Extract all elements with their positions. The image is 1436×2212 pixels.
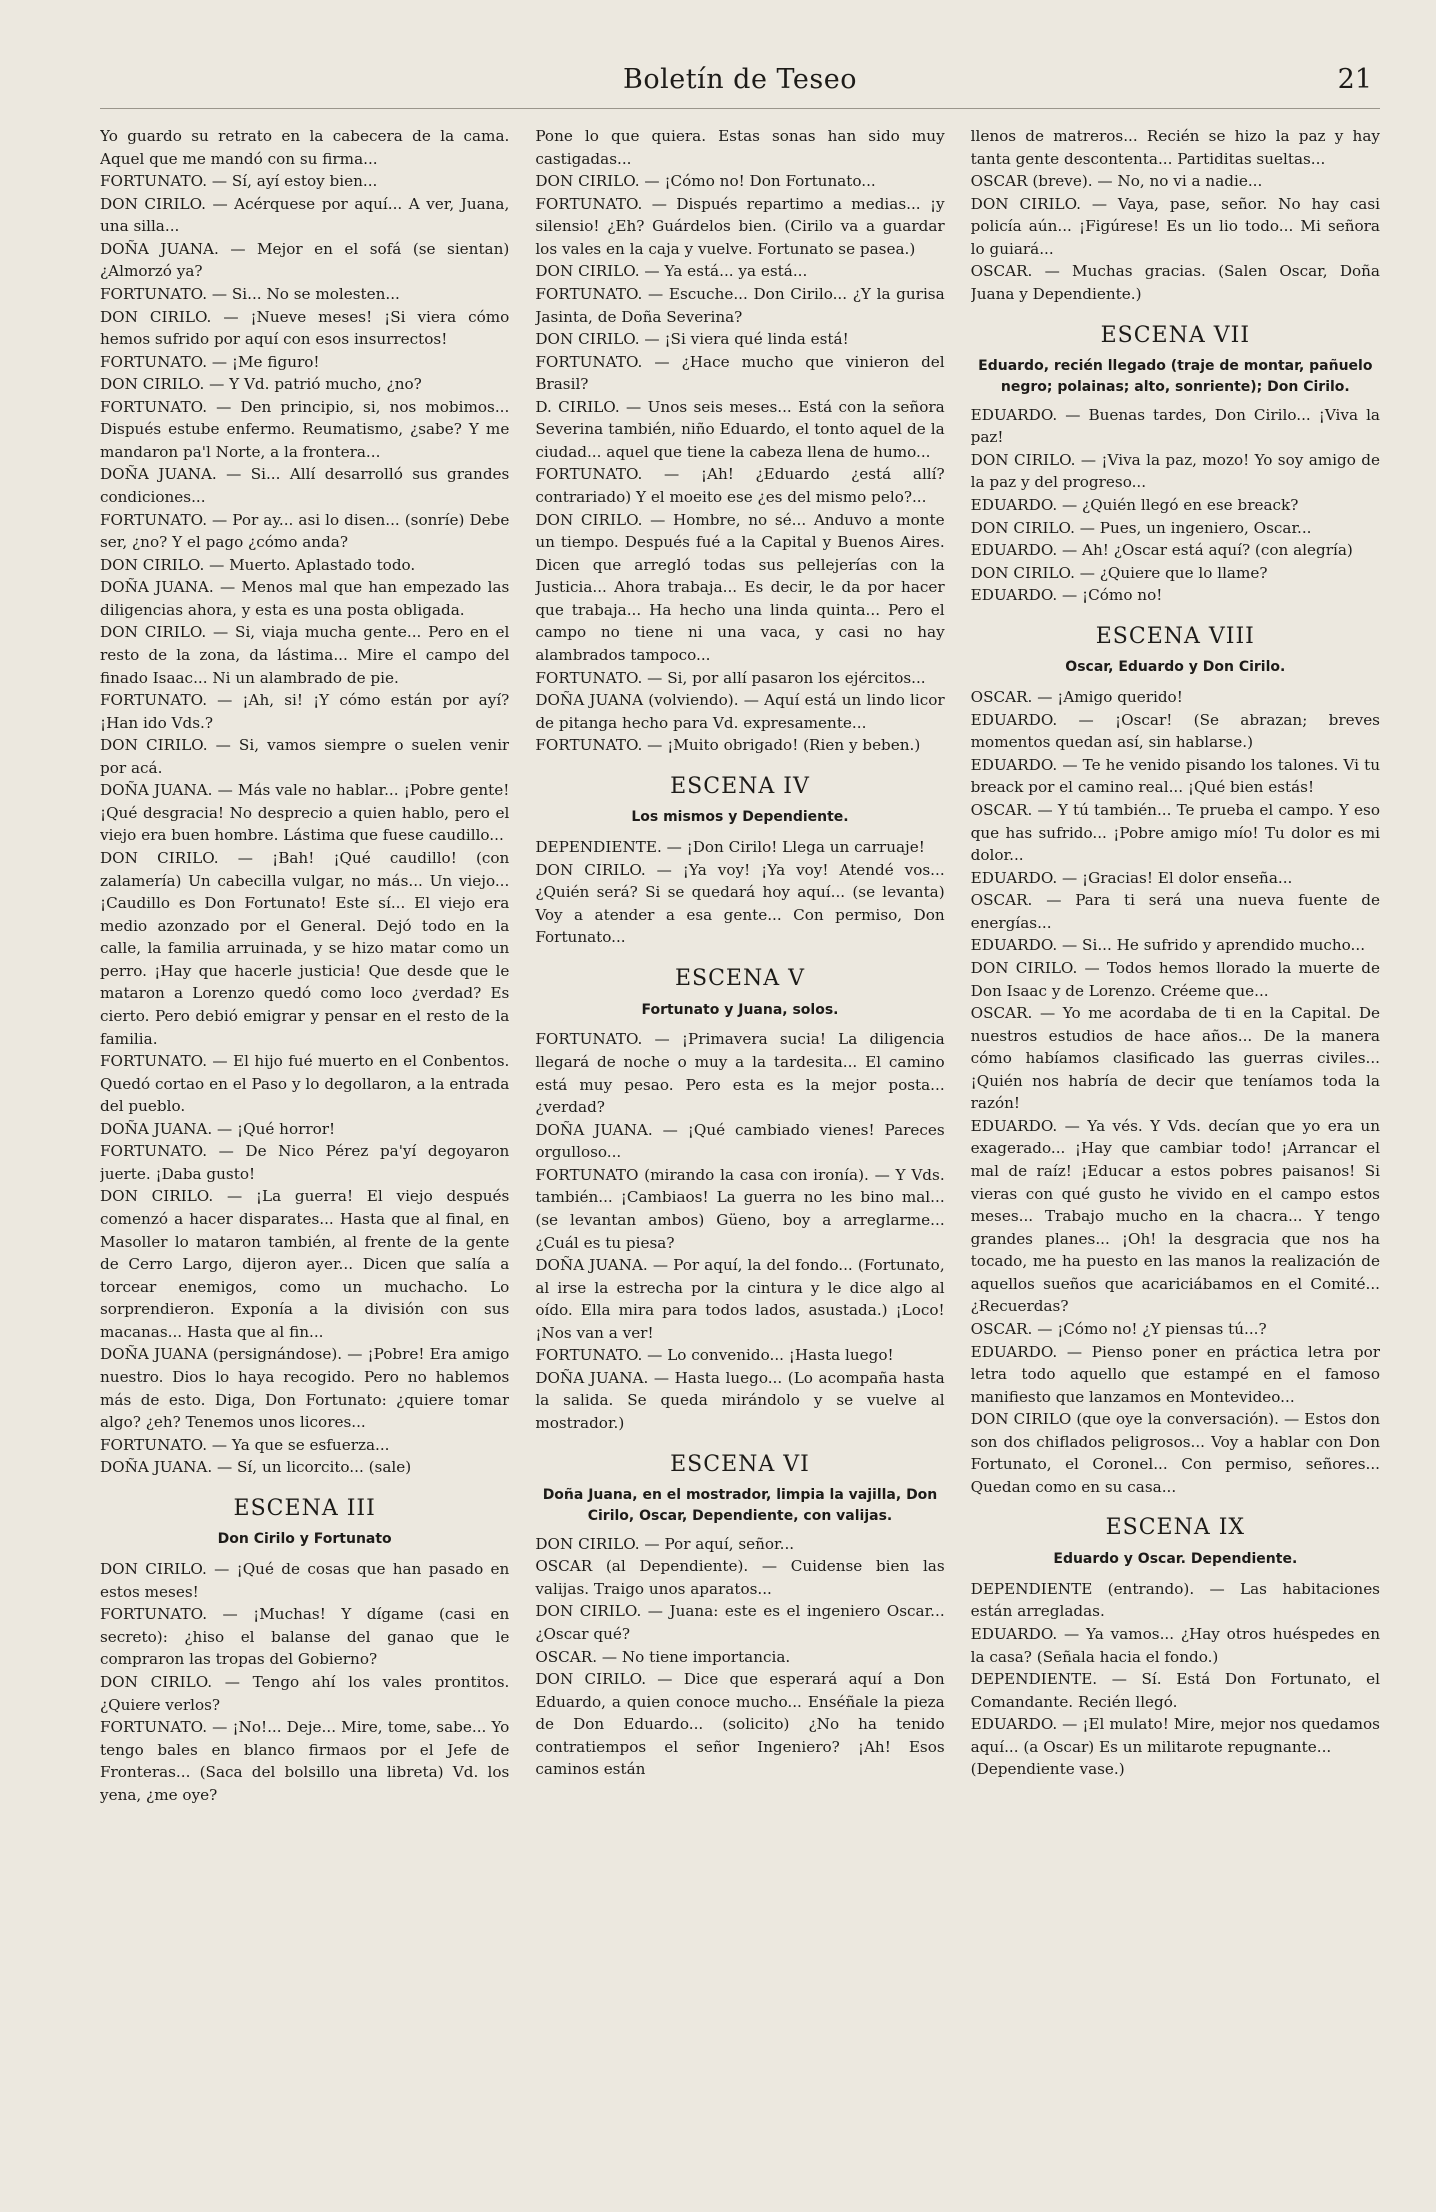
dialogue-paragraph: FORTUNATO. — Si, por allí pasaron los ejércitos... [535,668,926,687]
dialogue-paragraph: FORTUNATO. — Sí, ayí estoy bien... [100,172,378,191]
dialogue-paragraph: DON CIRILO. — Si, viaja mucha gente... Pero en el resto de la zona, da lástima... Mire el campo del finado Isaac... Ni un alambrado de pie. [100,623,510,687]
dialogue-paragraph: EDUARDO. — ¿Quién llegó en ese breack? [970,495,1299,514]
dialogue-paragraph: FORTUNATO. — ¡No!... Deje... Mire, tome, sabe... Yo tengo bales en blanco firmaos por el Jefe de Fronteras... (Saca del bolsillo una libreta) Vd. los yena, ¿me oye? [100,1718,510,1804]
dialogue-paragraph: EDUARDO. — ¡El mulato! Mire, mejor nos quedamos aquí... (a Oscar) Es un militarote repugnante... [970,1715,1380,1756]
dialogue-paragraph: DON CIRILO. — Acérquese por aquí... A ver, Juana, una silla... [100,194,510,236]
dialogue-paragraph: OSCAR. — Muchas gracias. (Salen Oscar, Doña Juana y Dependiente.) [970,262,1380,303]
dialogue-paragraph: DON CIRILO. — Si, vamos siempre o suelen venir por acá. [100,736,510,777]
scene-heading-9: ESCENA IX [1105,1515,1246,1541]
page-header [100,60,1380,109]
dialogue-paragraph: EDUARDO. — Te he venido pisando los talones. Vi tu breack por el camino real... ¡Qué bien estás! [970,755,1380,797]
scene-heading-6: ESCENA VI [670,1451,810,1477]
dialogue-paragraph: (Dependiente vase.) [970,1760,1125,1779]
dialogue-paragraph: FORTUNATO. — Lo convenido... ¡Hasta luego! [535,1346,894,1365]
scene-cast-4: Los mismos y Dependiente. [631,809,849,826]
dialogue-paragraph: D. CIRILO. — Unos seis meses... Está con la señora Severina también, niño Eduardo, el tonto aquel de la ciudad... aquel que tiene la cabeza llena de humo... [535,397,945,461]
col2-block-d [535,1533,944,1781]
dialogue-paragraph: DOÑA JUANA. — ¡Qué horror! [100,1119,336,1138]
dialogue-paragraph: DOÑA JUANA. — Menos mal que han empezado las diligencias ahora, y esta es una posta obligada. [100,578,510,619]
page-number: 21 [1337,64,1372,95]
scene-cast-9: Eduardo y Oscar. Dependiente. [1053,1551,1298,1568]
scene-heading-3: ESCENA III [233,1495,376,1521]
dialogue-paragraph: EDUARDO. — Si... He sufrido y aprendido mucho... [970,936,1366,955]
dialogue-paragraph: DON CIRILO. — ¡Cómo no! Don Fortunato... [535,172,876,191]
text-columns [100,125,1380,2185]
dialogue-paragraph: DEPENDIENTE (entrando). — Las habitaciones están arregladas. [970,1579,1380,1621]
dialogue-paragraph: FORTUNATO. — ¡Primavera sucia! La diligencia llegará de noche o muy a la tardesita... El camino está muy pesao. Pero esta es la mejor posta... ¿verdad? [535,1030,945,1117]
dialogue-paragraph: DOÑA JUANA (persignándose). — ¡Pobre! Era amigo nuestro. Dios lo haya recogido. Pero no hablemos más de esto. Diga, Don Fortunato: ¿quiere tomar algo? ¿eh? Tenemos unos licores... [100,1345,510,1432]
dialogue-paragraph: DON CIRILO. — ¿Quiere que lo llame? [970,563,1268,582]
dialogue-paragraph: FORTUNATO. — ¡Me figuro! [100,352,320,371]
dialogue-paragraph: EDUARDO. — Buenas tardes, Don Cirilo... ¡Viva la paz! [970,405,1380,447]
col1-block-a [100,125,509,1479]
dialogue-paragraph: FORTUNATO. — Ya que se esfuerza... [100,1435,390,1454]
dialogue-paragraph: OSCAR (breve). — No, no vi a nadie... [970,172,1263,191]
dialogue-paragraph: FORTUNATO. — Escuche... Don Cirilo... ¿Y la gurisa Jasinta, de Doña Severina? [535,284,945,326]
dialogue-paragraph: EDUARDO. — ¡Cómo no! [970,586,1163,605]
dialogue-paragraph: FORTUNATO. — ¿Hace mucho que vinieron del Brasil? [535,352,945,394]
dialogue-paragraph: DON CIRILO. — ¡Si viera qué linda está! [535,330,849,349]
dialogue-paragraph: FORTUNATO. — El hijo fué muerto en el Conbentos. Quedó cortao en el Paso y lo degollaron, a la entrada del pueblo. [100,1052,510,1116]
dialogue-paragraph: FORTUNATO. — ¡Ah, si! ¡Y cómo están por ayí? ¡Han ido Vds.? [100,691,510,732]
dialogue-paragraph: OSCAR (al Dependiente). — Cuidense bien las valijas. Traigo unos aparatos... [535,1557,945,1598]
dialogue-paragraph: DON CIRILO. — ¡La guerra! El viejo después comenzó a hacer disparates... Hasta que al final, en Masoller lo mataron también, al frente de la gente de Cerro Largo, dijeron ayer... Dicen que salía a torcear enemigos, como un muchacho. Lo sorprendieron. Exponía a la división con sus macanas... Hasta que al fin... [100,1187,510,1341]
dialogue-paragraph: OSCAR. — ¡Cómo no! ¿Y piensas tú...? [970,1319,1267,1338]
scene-heading-5: ESCENA V [674,966,806,991]
dialogue-paragraph: DON CIRILO (que oye la conversación). — Estos don son dos chiflados peligrosos... Voy a hablar con Don Fortunato, el Coronel... Con permiso, señores... Quedan como en su casa... [970,1410,1380,1496]
column-3 [971,125,1380,2185]
col2-block-a [535,125,944,757]
col3-block-d [971,1578,1380,1781]
dialogue-paragraph: FORTUNATO. — ¡Muito obrigado! (Rien y beben.) [535,736,921,755]
col1-block-b [100,1558,509,1806]
dialogue-paragraph: DON CIRILO. — ¡Bah! ¡Qué caudillo! (con zalamería) Un cabecilla vulgar, no más... Un viejo... ¡Caudillo es Don Fortunato! Este sí... El viejo era medio azonzado por el General. Dejó todo en la calle, la familia arruinada, y se hizo matar como un perro. ¡Hay que hacerle justicia! Que desde que le mataron a Lorenzo quedó como loco ¿verdad? Es cierto. Pero debió emigrar y pensar en el resto de la familia. [100,849,510,1048]
dialogue-paragraph: FORTUNATO. — Den principio, si, nos mobimos... Dispués estube enfermo. Reumatismo, ¿sabe? Y me mandaron pa'l Norte, a la frontera... [100,397,510,461]
dialogue-paragraph: llenos de matreros... Recién se hizo la paz y hay tanta gente descontenta... Partiditas sueltas... [970,127,1380,168]
dialogue-paragraph: EDUARDO. — ¡Gracias! El dolor enseña... [970,868,1293,887]
dialogue-paragraph: EDUARDO. — Ya vés. Y Vds. decían que yo era un exagerado... ¡Hay que cambiar todo! ¡Arrancar el mal de raíz! ¡Educar a estos pobres paisanos! Si vieras con qué gusto he vivido en el campo estos meses... Trabajo mucho en la chacra... Y tengo grandes planes... ¡Oh! la desgracia que nos ha tocado, me ha puesto en las manos la realización de aquellos sueños que acariciábamos en el Comité... ¿Recuerdas? [970,1116,1380,1316]
dialogue-paragraph: DON CIRILO. — ¡Viva la paz, mozo! Yo soy amigo de la paz y del progreso... [970,450,1380,492]
dialogue-paragraph: DON CIRILO. — Dice que esperará aquí a Don Eduardo, a quien conoce mucho... Enséñale la pieza de Don Eduardo... (solicito) ¿No ha tenido contratiempos el señor Ingeniero? ¡Ah! Esos caminos están [535,1670,945,1779]
dialogue-paragraph: DOÑA JUANA. — Hasta luego... (Lo acompaña hasta la salida. Se queda mirándolo y se vuelve al mostrador.) [535,1368,945,1432]
dialogue-paragraph: DON CIRILO. — Juana: este es el ingeniero Oscar... ¿Oscar qué? [535,1602,945,1644]
col2-block-c [535,1028,944,1434]
col3-block-a [971,125,1380,306]
dialogue-paragraph: DOÑA JUANA. — Por aquí, la del fondo... (Fortunato, al irse la estrecha por la cintura y le dice algo al oído. Ella mira para todos lados, asustada.) ¡Loco! ¡Nos van a ver! [535,1256,945,1342]
col3-block-b [971,404,1380,607]
dialogue-paragraph: FORTUNATO. — ¡Ah! ¿Eduardo ¿está allí? contrariado) Y el moeito ese ¿es del mismo pelo?... [535,465,945,506]
dialogue-paragraph: DON CIRILO. — Tengo ahí los vales prontitos. ¿Quiere verlos? [100,1673,510,1714]
dialogue-paragraph: DON CIRILO. — Y Vd. patrió mucho, ¿no? [100,375,422,394]
dialogue-paragraph: EDUARDO. — Ah! ¿Oscar está aquí? (con alegría) [970,541,1353,560]
dialogue-paragraph: DON CIRILO. — ¡Ya voy! ¡Ya voy! Atendé vos... ¿Quién será? Si se quedará hoy aquí... (se levanta) Voy a atender a esa gente... Con permiso, Don Fortunato... [535,860,945,947]
dialogue-paragraph: DON CIRILO. — Ya está... ya está... [535,262,808,281]
dialogue-paragraph: OSCAR. — No tiene importancia. [535,1647,791,1666]
dialogue-paragraph: DEPENDIENTE. — ¡Don Cirilo! Llega un carruaje! [535,838,925,857]
dialogue-paragraph: DEPENDIENTE. — Sí. Está Don Fortunato, el Comandante. Recién llegó. [970,1670,1380,1711]
journal-title: Boletín de Teseo [623,64,857,95]
dialogue-paragraph: DOÑA JUANA. — Sí, un licorcito... (sale) [100,1458,412,1477]
dialogue-paragraph: DON CIRILO. — Muerto. Aplastado todo. [100,555,416,574]
scene-cast-8: Oscar, Eduardo y Don Cirilo. [1065,659,1286,676]
dialogue-paragraph: DON CIRILO. — Pues, un ingeniero, Oscar... [970,518,1312,537]
dialogue-paragraph: FORTUNATO. — Dispués repartimo a medias... ¡y silensio! ¿Eh? Guárdelos bien. (Cirilo va a guardar los vales en la caja y vuelve. Fortunato se pasea.) [535,194,945,258]
scene-heading-7: ESCENA VII [1100,322,1251,348]
scene-heading-4: ESCENA IV [670,773,810,799]
column-1 [100,125,509,2185]
dialogue-paragraph: FORTUNATO. — Si... No se molesten... [100,284,400,303]
dialogue-paragraph: FORTUNATO (mirando la casa con ironía). — Y Vds. también... ¡Cambiaos! La guerra no les bino mal... (se levantan ambos) Güeno, boy a arreglarme... ¿Cuál es tu piesa? [535,1165,945,1252]
dialogue-paragraph: FORTUNATO. — ¡Muchas! Y dígame (casi en secreto): ¿hiso el balanse del ganao que le compraron las tropas del Gobierno? [100,1605,510,1669]
dialogue-paragraph: DON CIRILO. — Por aquí, señor... [535,1534,795,1553]
dialogue-paragraph: DON CIRILO. — Todos hemos llorado la muerte de Don Isaac y de Lorenzo. Créeme que... [970,958,1380,1000]
dialogue-paragraph: DON CIRILO. — ¡Qué de cosas que han pasado en estos meses! [100,1560,510,1601]
dialogue-paragraph: DOÑA JUANA. — Más vale no hablar... ¡Pobre gente! ¡Qué desgracia! No desprecio a quien hablo, pero el viejo era buen hombre. Lástima que fuese caudillo... [100,781,510,845]
dialogue-paragraph: EDUARDO. — Pienso poner en práctica letra por letra todo aquello que estampé en el famoso manifiesto que lanzamos en Montevideo... [970,1342,1380,1406]
dialogue-paragraph: EDUARDO. — ¡Oscar! (Se abrazan; breves momentos quedan así, sin hablarse.) [970,710,1380,752]
dialogue-paragraph: OSCAR. — ¡Amigo querido! [970,688,1183,707]
dialogue-paragraph: DOÑA JUANA (volviendo). — Aquí está un lindo licor de pitanga hecho para Vd. expresamente... [535,691,945,732]
scene-cast-5: Fortunato y Juana, solos. [641,1001,839,1018]
dialogue-paragraph: DOÑA JUANA. — Si... Allí desarrolló sus grandes condiciones... [100,465,510,506]
dialogue-paragraph: FORTUNATO. — Por ay... asi lo disen... (sonríe) Debe ser, ¿no? Y el pago ¿cómo anda? [100,510,510,552]
col3-block-c [971,686,1380,1498]
dialogue-paragraph: DON CIRILO. — Hombre, no sé... Anduvo a monte un tiempo. Después fué a la Capital y Buenos Aires. Dicen que arregló todas sus pellejerías con la Justicia... Ahora trabaja... Es decir, le da por hacer que trabaja... Ha hecho una linda quinta... Pero el campo no tiene ni una vaca, y casi no hay alambrados tampoco... [535,510,945,664]
dialogue-paragraph: OSCAR. — Para ti será una nueva fuente de energías... [970,891,1380,932]
dialogue-paragraph: OSCAR. — Y tú también... Te prueba el campo. Y eso que has sufrido... ¡Pobre amigo mío! Tu dolor es mi dolor... [970,801,1380,865]
scene-stage-6: Doña Juana, en el mostrador, limpia la vajilla, Don Cirilo, Oscar, Dependiente, con valijas. [542,1487,938,1524]
dialogue-paragraph: DON CIRILO. — ¡Nueve meses! ¡Si viera cómo hemos sufrido por aquí con esos insurrectos! [100,307,510,349]
dialogue-paragraph: DOÑA JUANA. — ¡Qué cambiado vienes! Pareces orgulloso... [535,1120,945,1162]
dialogue-paragraph: EDUARDO. — Ya vamos... ¿Hay otros huéspedes en la casa? (Señala hacia el fondo.) [970,1625,1380,1666]
dialogue-paragraph: DOÑA JUANA. — Mejor en el sofá (se sientan) ¿Almorzó ya? [100,239,510,281]
scene-heading-8: ESCENA VIII [1095,623,1255,649]
dialogue-paragraph: Yo guardo su retrato en la cabecera de la cama. Aquel que me mandó con su firma... [100,127,510,168]
scene-cast-3: Don Cirilo y Fortunato [217,1531,392,1548]
col2-block-b [535,836,944,949]
scene-stage-7: Eduardo, recién llegado (traje de montar, pañuelo negro; polainas; alto, sonriente); Don Cirilo. [978,358,1373,395]
column-2 [535,125,944,2185]
dialogue-paragraph: FORTUNATO. — De Nico Pérez pa'yí degoyaron juerte. ¡Daba gusto! [100,1142,510,1183]
dialogue-paragraph: Pone lo que quiera. Estas sonas han sido muy castigadas... [535,127,945,168]
dialogue-paragraph: DON CIRILO. — Vaya, pase, señor. No hay casi policía aún... ¡Figúrese! Es un lio todo... Mi señora lo guiará... [970,194,1380,258]
dialogue-paragraph: OSCAR. — Yo me acordaba de ti en la Capital. De nuestros estudios de hace años... De la manera cómo habíamos clasificado las guerras civiles... ¡Quién nos habría de decir que teníamos toda la razón! [970,1004,1380,1113]
